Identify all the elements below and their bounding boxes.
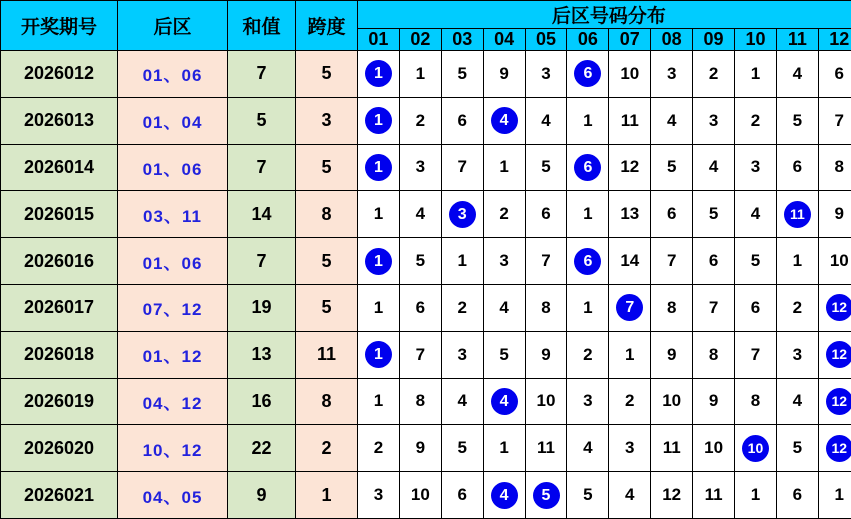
cell-missing-count-hit xyxy=(776,191,818,238)
cell-missing-count: 7 xyxy=(693,284,735,331)
cell-missing-count-hit xyxy=(567,144,609,191)
column-header-number-10: 10 xyxy=(735,29,777,51)
cell-missing-count-hit xyxy=(358,51,400,98)
cell-sum: 13 xyxy=(228,331,296,378)
cell-missing-count: 3 xyxy=(525,51,567,98)
cell-missing-count: 2 xyxy=(441,284,483,331)
cell-missing-count: 4 xyxy=(483,284,525,331)
cell-missing-count: 4 xyxy=(399,191,441,238)
drawn-ball: 1 xyxy=(365,248,392,275)
cell-missing-count: 5 xyxy=(441,51,483,98)
cell-missing-count: 10 xyxy=(693,425,735,472)
cell-missing-count: 9 xyxy=(483,51,525,98)
cell-missing-count: 8 xyxy=(651,284,693,331)
drawn-ball: 12 xyxy=(826,294,851,321)
cell-sum: 7 xyxy=(228,238,296,285)
cell-missing-count: 4 xyxy=(651,97,693,144)
cell-back-area: 01、04 xyxy=(118,97,228,144)
cell-issue: 2026017 xyxy=(1,284,118,331)
column-header-back-area: 后区 xyxy=(118,1,228,51)
cell-sum: 14 xyxy=(228,191,296,238)
cell-missing-count: 9 xyxy=(693,378,735,425)
cell-missing-count-hit xyxy=(483,378,525,425)
cell-missing-count: 7 xyxy=(818,97,851,144)
cell-missing-count: 2 xyxy=(567,331,609,378)
cell-span: 5 xyxy=(296,238,358,285)
table-row xyxy=(1,425,851,472)
drawn-ball: 1 xyxy=(365,341,392,368)
cell-missing-count-hit xyxy=(818,284,851,331)
cell-missing-count: 1 xyxy=(818,472,851,519)
cell-missing-count: 2 xyxy=(358,425,400,472)
cell-span: 5 xyxy=(296,51,358,98)
cell-back-area: 01、12 xyxy=(118,331,228,378)
cell-missing-count: 3 xyxy=(651,51,693,98)
table-row xyxy=(1,144,851,191)
cell-issue: 2026020 xyxy=(1,425,118,472)
cell-sum: 7 xyxy=(228,144,296,191)
cell-missing-count: 11 xyxy=(693,472,735,519)
cell-missing-count: 4 xyxy=(776,51,818,98)
cell-missing-count: 3 xyxy=(735,144,777,191)
cell-sum: 7 xyxy=(228,51,296,98)
cell-missing-count: 10 xyxy=(525,378,567,425)
cell-issue: 2026015 xyxy=(1,191,118,238)
drawn-ball: 1 xyxy=(365,107,392,134)
cell-missing-count: 3 xyxy=(483,238,525,285)
cell-missing-count: 1 xyxy=(358,378,400,425)
cell-missing-count: 2 xyxy=(483,191,525,238)
cell-missing-count: 6 xyxy=(776,144,818,191)
drawn-ball: 4 xyxy=(491,482,518,509)
cell-span: 1 xyxy=(296,472,358,519)
table-row xyxy=(1,191,851,238)
table-body xyxy=(1,51,851,519)
cell-missing-count: 8 xyxy=(525,284,567,331)
cell-missing-count-hit xyxy=(818,331,851,378)
cell-missing-count: 5 xyxy=(567,472,609,519)
cell-missing-count: 5 xyxy=(483,331,525,378)
drawn-ball: 7 xyxy=(616,294,643,321)
cell-missing-count: 3 xyxy=(399,144,441,191)
cell-missing-count: 8 xyxy=(735,378,777,425)
cell-missing-count: 5 xyxy=(735,238,777,285)
cell-span: 11 xyxy=(296,331,358,378)
cell-missing-count: 3 xyxy=(693,97,735,144)
cell-missing-count-hit xyxy=(735,425,777,472)
cell-missing-count: 4 xyxy=(609,472,651,519)
cell-missing-count: 1 xyxy=(735,472,777,519)
cell-back-area: 10、12 xyxy=(118,425,228,472)
table-row xyxy=(1,378,851,425)
cell-sum: 5 xyxy=(228,97,296,144)
cell-missing-count: 1 xyxy=(735,51,777,98)
cell-missing-count: 1 xyxy=(399,51,441,98)
cell-missing-count: 5 xyxy=(399,238,441,285)
cell-issue: 2026021 xyxy=(1,472,118,519)
cell-sum: 22 xyxy=(228,425,296,472)
cell-span: 5 xyxy=(296,144,358,191)
cell-missing-count: 7 xyxy=(399,331,441,378)
column-header-number-01: 01 xyxy=(358,29,400,51)
cell-span: 2 xyxy=(296,425,358,472)
cell-missing-count: 6 xyxy=(818,51,851,98)
cell-missing-count: 1 xyxy=(483,425,525,472)
cell-missing-count: 1 xyxy=(483,144,525,191)
cell-missing-count: 12 xyxy=(609,144,651,191)
cell-missing-count: 5 xyxy=(776,425,818,472)
table-row xyxy=(1,331,851,378)
cell-missing-count-hit xyxy=(609,284,651,331)
cell-missing-count: 10 xyxy=(818,238,851,285)
drawn-ball: 12 xyxy=(826,388,851,415)
cell-span: 8 xyxy=(296,191,358,238)
cell-missing-count: 13 xyxy=(609,191,651,238)
cell-missing-count-hit xyxy=(358,238,400,285)
drawn-ball: 4 xyxy=(491,388,518,415)
cell-issue: 2026016 xyxy=(1,238,118,285)
cell-missing-count: 11 xyxy=(651,425,693,472)
cell-missing-count: 3 xyxy=(567,378,609,425)
cell-missing-count: 6 xyxy=(651,191,693,238)
cell-missing-count-hit xyxy=(818,425,851,472)
cell-missing-count: 14 xyxy=(609,238,651,285)
cell-missing-count: 9 xyxy=(525,331,567,378)
drawn-ball: 6 xyxy=(574,248,601,275)
cell-missing-count-hit xyxy=(567,51,609,98)
drawn-ball: 12 xyxy=(826,435,851,462)
column-header-number-11: 11 xyxy=(776,29,818,51)
drawn-ball: 6 xyxy=(574,60,601,87)
cell-missing-count: 6 xyxy=(735,284,777,331)
column-header-distribution: 后区号码分布 xyxy=(358,1,851,29)
drawn-ball: 4 xyxy=(491,107,518,134)
cell-missing-count: 4 xyxy=(567,425,609,472)
cell-missing-count: 1 xyxy=(567,284,609,331)
cell-missing-count: 6 xyxy=(693,238,735,285)
cell-missing-count: 1 xyxy=(776,238,818,285)
cell-back-area: 01、06 xyxy=(118,238,228,285)
cell-missing-count: 7 xyxy=(525,238,567,285)
cell-missing-count: 9 xyxy=(818,191,851,238)
cell-back-area: 03、11 xyxy=(118,191,228,238)
cell-missing-count: 6 xyxy=(441,472,483,519)
cell-missing-count: 4 xyxy=(776,378,818,425)
cell-missing-count: 11 xyxy=(525,425,567,472)
table-row xyxy=(1,472,851,519)
cell-missing-count: 1 xyxy=(441,238,483,285)
cell-missing-count: 6 xyxy=(776,472,818,519)
cell-missing-count: 4 xyxy=(693,144,735,191)
cell-missing-count: 1 xyxy=(358,284,400,331)
cell-sum: 9 xyxy=(228,472,296,519)
cell-span: 5 xyxy=(296,284,358,331)
column-header-number-07: 07 xyxy=(609,29,651,51)
cell-missing-count: 3 xyxy=(776,331,818,378)
cell-missing-count-hit xyxy=(525,472,567,519)
cell-missing-count: 10 xyxy=(399,472,441,519)
header-row-top xyxy=(1,1,851,29)
cell-missing-count: 5 xyxy=(525,144,567,191)
cell-missing-count: 5 xyxy=(651,144,693,191)
cell-missing-count: 4 xyxy=(735,191,777,238)
cell-missing-count: 8 xyxy=(818,144,851,191)
cell-missing-count-hit xyxy=(567,238,609,285)
cell-missing-count: 2 xyxy=(399,97,441,144)
cell-missing-count: 9 xyxy=(651,331,693,378)
cell-missing-count: 2 xyxy=(609,378,651,425)
column-header-number-08: 08 xyxy=(651,29,693,51)
cell-missing-count: 10 xyxy=(609,51,651,98)
drawn-ball: 12 xyxy=(826,341,851,368)
cell-missing-count: 5 xyxy=(441,425,483,472)
cell-missing-count: 12 xyxy=(651,472,693,519)
cell-missing-count: 1 xyxy=(358,191,400,238)
cell-missing-count: 5 xyxy=(693,191,735,238)
cell-missing-count-hit xyxy=(818,378,851,425)
cell-back-area: 04、05 xyxy=(118,472,228,519)
cell-missing-count: 1 xyxy=(609,331,651,378)
column-header-number-09: 09 xyxy=(693,29,735,51)
column-header-number-04: 04 xyxy=(483,29,525,51)
drawn-ball: 6 xyxy=(574,154,601,181)
cell-sum: 16 xyxy=(228,378,296,425)
table-row xyxy=(1,284,851,331)
cell-issue: 2026019 xyxy=(1,378,118,425)
cell-missing-count: 7 xyxy=(441,144,483,191)
cell-missing-count-hit xyxy=(358,144,400,191)
cell-missing-count-hit xyxy=(483,97,525,144)
table-row xyxy=(1,51,851,98)
cell-span: 8 xyxy=(296,378,358,425)
cell-missing-count-hit xyxy=(358,331,400,378)
drawn-ball: 1 xyxy=(365,154,392,181)
cell-issue: 2026018 xyxy=(1,331,118,378)
cell-missing-count: 6 xyxy=(441,97,483,144)
cell-missing-count: 5 xyxy=(776,97,818,144)
cell-missing-count: 3 xyxy=(358,472,400,519)
column-header-span: 跨度 xyxy=(296,1,358,51)
cell-missing-count: 6 xyxy=(399,284,441,331)
cell-missing-count: 4 xyxy=(525,97,567,144)
cell-span: 3 xyxy=(296,97,358,144)
drawn-ball: 1 xyxy=(365,60,392,87)
cell-missing-count: 2 xyxy=(693,51,735,98)
cell-missing-count: 7 xyxy=(735,331,777,378)
cell-back-area: 01、06 xyxy=(118,144,228,191)
cell-missing-count: 2 xyxy=(735,97,777,144)
cell-missing-count: 9 xyxy=(399,425,441,472)
cell-missing-count: 6 xyxy=(525,191,567,238)
table-header xyxy=(1,1,851,51)
cell-issue: 2026013 xyxy=(1,97,118,144)
cell-missing-count: 7 xyxy=(651,238,693,285)
cell-missing-count: 8 xyxy=(693,331,735,378)
cell-missing-count: 1 xyxy=(567,191,609,238)
cell-missing-count: 3 xyxy=(441,331,483,378)
column-header-number-05: 05 xyxy=(525,29,567,51)
cell-missing-count: 3 xyxy=(609,425,651,472)
column-header-number-06: 06 xyxy=(567,29,609,51)
table-row xyxy=(1,238,851,285)
cell-issue: 2026014 xyxy=(1,144,118,191)
cell-issue: 2026012 xyxy=(1,51,118,98)
drawn-ball: 11 xyxy=(784,201,811,228)
cell-sum: 19 xyxy=(228,284,296,331)
cell-missing-count-hit xyxy=(483,472,525,519)
column-header-number-03: 03 xyxy=(441,29,483,51)
cell-missing-count: 2 xyxy=(776,284,818,331)
cell-missing-count-hit xyxy=(441,191,483,238)
cell-missing-count: 11 xyxy=(609,97,651,144)
column-header-number-12: 12 xyxy=(818,29,851,51)
drawn-ball: 5 xyxy=(533,482,560,509)
cell-missing-count: 1 xyxy=(567,97,609,144)
drawn-ball: 3 xyxy=(449,201,476,228)
column-header-number-02: 02 xyxy=(399,29,441,51)
table-row xyxy=(1,97,851,144)
cell-missing-count: 8 xyxy=(399,378,441,425)
cell-back-area: 07、12 xyxy=(118,284,228,331)
cell-missing-count-hit xyxy=(358,97,400,144)
cell-back-area: 04、12 xyxy=(118,378,228,425)
cell-back-area: 01、06 xyxy=(118,51,228,98)
column-header-issue: 开奖期号 xyxy=(1,1,118,51)
column-header-sum: 和值 xyxy=(228,1,296,51)
cell-missing-count: 10 xyxy=(651,378,693,425)
cell-missing-count: 4 xyxy=(441,378,483,425)
drawn-ball: 10 xyxy=(742,435,769,462)
